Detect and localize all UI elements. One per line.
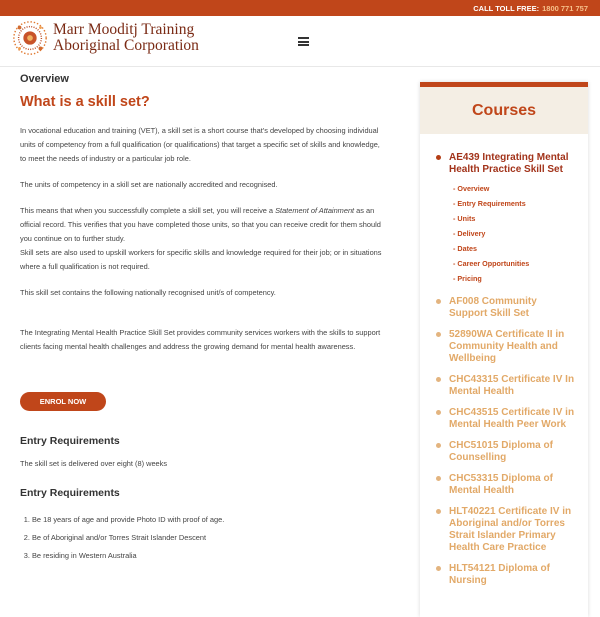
bullet-icon <box>436 332 441 337</box>
entry-requirements-heading: Entry Requirements <box>20 435 120 447</box>
course-item-active[interactable] <box>420 152 588 286</box>
course-item[interactable] <box>420 473 588 497</box>
delivery-duration-text: The skill set is delivered over eight (8) weeks <box>20 459 168 468</box>
course-item[interactable] <box>420 506 588 554</box>
bullet-icon <box>436 410 441 415</box>
logo-dotart-icon[interactable] <box>11 19 49 57</box>
bullet-icon <box>436 476 441 481</box>
paragraph-upskill: Skill sets are also used to upskill workers for specific skills and knowledge required for their job; or in situations where a full qualification is not required. <box>20 248 382 271</box>
course-item[interactable] <box>420 440 588 464</box>
list-item: 2. Be of Aboriginal and/or Torres Strait Islander Descent <box>32 529 382 547</box>
top-bar <box>0 0 600 16</box>
course-title[interactable]: 52890WA Certificate II in Community Health and Wellbeing <box>449 329 565 364</box>
sub-link-overview[interactable]: - Overview <box>453 184 490 193</box>
sub-link-pricing[interactable]: - Pricing <box>453 274 482 283</box>
course-title[interactable]: CHC43315 Certificate IV In Mental Health <box>449 374 575 397</box>
paragraph-statement-of-attainment: This means that when you successfully complete a skill set, you will receive a Statement of Attainment as an official record. This verifies that you have completed those units, so that you can receive credit for them should you continue on to further study. <box>20 206 381 243</box>
sub-link-units[interactable]: - Units <box>453 214 476 223</box>
sub-link-entry-requirements[interactable]: - Entry Requirements <box>453 199 526 208</box>
requirements-list <box>20 511 382 565</box>
site-header <box>0 16 600 67</box>
logo-text[interactable] <box>53 22 199 54</box>
sidebar-heading: Courses <box>420 87 588 134</box>
entry-requirements-heading-2: Entry Requirements <box>20 487 120 499</box>
course-item[interactable] <box>420 407 588 431</box>
sub-link-delivery[interactable]: - Delivery <box>453 229 486 238</box>
sub-link-career-opportunities[interactable]: - Career Opportunities <box>453 259 530 268</box>
statement-of-attainment-text: Statement of Attainment <box>275 206 355 215</box>
hamburger-menu-icon[interactable] <box>298 37 309 46</box>
course-title[interactable]: AE439 Integrating Mental Health Practice Skill Set <box>449 152 569 175</box>
paragraph-course-description: The Integrating Mental Health Practice Skill Set provides community services workers with the skills to support clients facing mental health challenges and address the growing demand for mental health awareness. <box>20 328 381 351</box>
bullet-icon <box>436 155 441 160</box>
course-item[interactable] <box>420 296 588 320</box>
main-content <box>20 70 382 565</box>
logo-line-1: Marr Mooditj Training <box>53 21 195 38</box>
logo-line-2: Aboriginal Corporation <box>53 37 199 54</box>
list-item: 1. Be 18 years of age and provide Photo ID with proof of age. <box>32 511 382 529</box>
course-list <box>420 152 588 596</box>
course-title[interactable]: CHC51015 Diploma of Counselling <box>449 440 553 463</box>
page-heading: What is a skill set? <box>20 94 150 110</box>
course-item[interactable] <box>420 563 588 587</box>
course-title[interactable]: CHC53315 Diploma of Mental Health <box>449 473 553 496</box>
bullet-icon <box>436 443 441 448</box>
bullet-icon <box>436 299 441 304</box>
list-item: 3. Be residing in Western Australia <box>32 547 382 565</box>
paragraph-skill-set-definition: In vocational education and training (VET), a skill set is a short course that's developed by choosing individual units of competency from a full qualification (or qualifications) that target a specific set of skills and knowledge, to meet the needs of industry or a particular job role. <box>20 126 380 163</box>
section-title-overview: Overview <box>20 73 69 85</box>
course-title[interactable]: AF008 Community Support Skill Set <box>449 296 537 319</box>
bullet-icon <box>436 509 441 514</box>
course-title[interactable]: CHC43515 Certificate IV in Mental Health Peer Work <box>449 407 575 430</box>
sub-link-dates[interactable]: - Dates <box>453 244 477 253</box>
courses-sidebar <box>420 82 588 617</box>
bullet-icon <box>436 566 441 571</box>
course-sub-links <box>449 181 576 286</box>
course-title[interactable]: HLT54121 Diploma of Nursing <box>449 563 550 586</box>
phone-number-link[interactable]: 1800 771 757 <box>542 3 588 13</box>
course-item[interactable] <box>420 329 588 365</box>
paragraph-units-intro: This skill set contains the following nationally recognised unit/s of competency. <box>20 288 276 297</box>
call-toll-free-label: CALL TOLL FREE: <box>473 3 540 13</box>
course-item[interactable] <box>420 374 588 398</box>
paragraph-accreditation: The units of competency in a skill set are nationally accredited and recognised. <box>20 180 278 189</box>
bullet-icon <box>436 377 441 382</box>
enrol-now-button[interactable]: ENROL NOW <box>20 392 106 411</box>
course-title[interactable]: HLT40221 Certificate IV in Aboriginal and/or Torres Strait Islander Primary Health Care Practice <box>449 506 572 553</box>
